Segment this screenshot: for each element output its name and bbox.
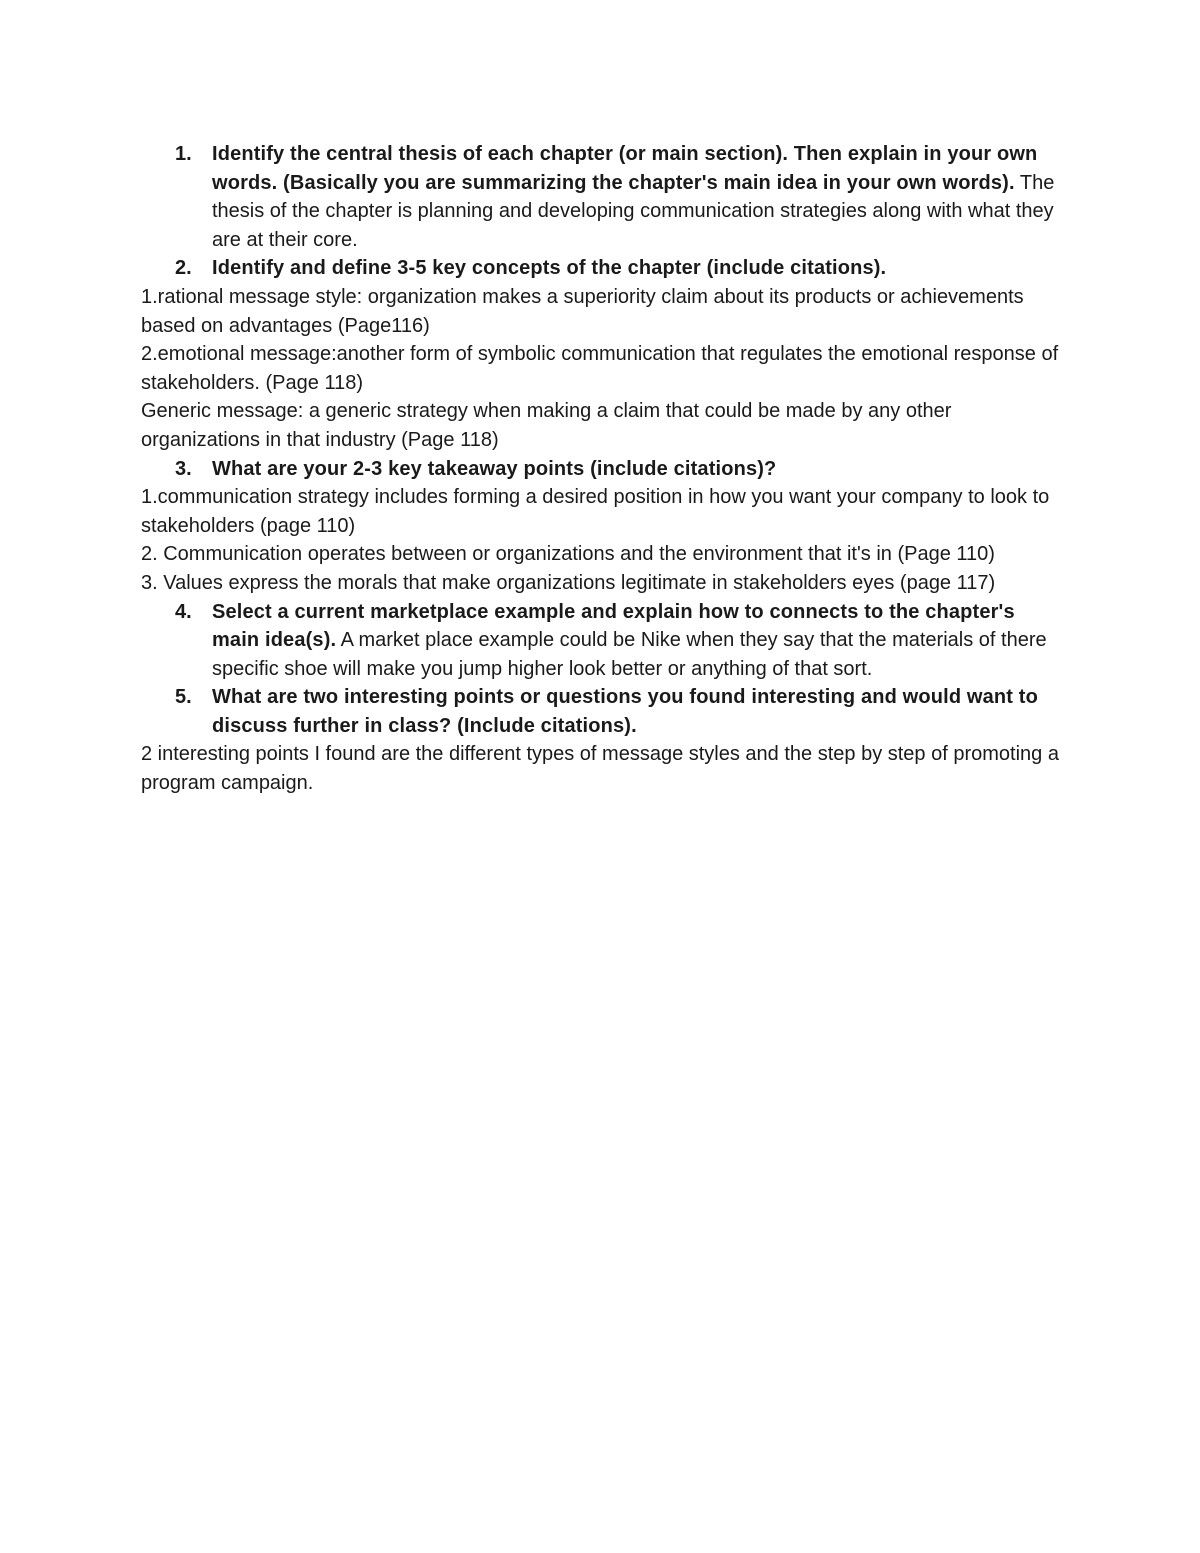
question-number: 1.: [175, 143, 192, 165]
response-paragraph: 1.rational message style: organization makes a superiority claim about its products or achievements based on advantages (Page116): [141, 285, 1024, 337]
question-prompt: Identify the central thesis of each chapter (or main section). Then explain in your own words. (Basically you are summarizing the chapter's main idea in your own words).: [212, 143, 1038, 194]
response-paragraph: 1.communication strategy includes forming a desired position in how you want your company to look to stakeholders (page 110): [141, 486, 1050, 537]
question-prompt: Identify and define 3-5 key concepts of the chapter (include citations).: [212, 257, 887, 280]
question-number: 2.: [175, 257, 192, 280]
question-1: [141, 140, 1061, 254]
question-number: 3.: [175, 457, 192, 480]
question-answer: A market place example could be Nike when they say that the materials of there specific shoe will make you jump higher look better or anything of that sort.: [212, 629, 1047, 680]
response-paragraph: 2.emotional message:another form of symbolic communication that regulates the emotional response of stakeholders. (Page 118): [141, 343, 1059, 394]
document-body: [141, 140, 1061, 798]
question-number: 4.: [175, 600, 192, 623]
question-answer: The thesis of the chapter is planning and developing communication strategies along with what they are at their core.: [212, 171, 1055, 251]
response-paragraph: 3. Values express the morals that make organizations legitimate in stakeholders eyes (page 117): [141, 571, 996, 594]
response-paragraph: 2. Communication operates between or organizations and the environment that it's in (Page 110): [141, 543, 995, 566]
question-2: [141, 254, 1061, 283]
response-paragraph: Generic message: a generic strategy when making a claim that could be made by any other organizations in that industry (Page 118): [141, 400, 952, 451]
question-5: [141, 683, 1061, 740]
question-prompt: What are two interesting points or questions you found interesting and would want to discuss further in class? (Include citations).: [212, 686, 1038, 737]
question-prompt: Select a current marketplace example and explain how to connects to the chapter's main idea(s).: [212, 600, 1015, 652]
question-number: 5.: [175, 686, 192, 709]
response-paragraph: 2 interesting points I found are the different types of message styles and the step by step of promoting a program campaign.: [141, 743, 1059, 795]
question-prompt: What are your 2-3 key takeaway points (include citations)?: [212, 457, 777, 480]
question-4: [141, 598, 1061, 684]
question-3: [141, 455, 1061, 484]
